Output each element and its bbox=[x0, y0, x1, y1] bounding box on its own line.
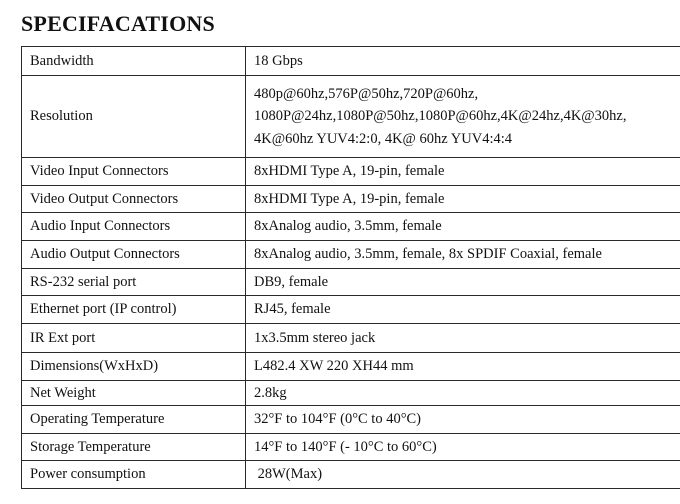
table-row bbox=[22, 269, 680, 296]
table-row bbox=[22, 324, 680, 353]
spec-label: RS-232 serial port bbox=[22, 269, 246, 296]
table-row bbox=[22, 381, 680, 406]
table-row bbox=[22, 461, 680, 489]
spec-label: Audio Input Connectors bbox=[22, 213, 246, 241]
table-row bbox=[22, 406, 680, 434]
spec-value: 18 Gbps bbox=[246, 47, 680, 76]
spec-value: DB9, female bbox=[246, 269, 680, 296]
spec-value: 8xHDMI Type A, 19-pin, female bbox=[246, 186, 680, 213]
spec-label: Storage Temperature bbox=[22, 434, 246, 461]
table-row bbox=[22, 76, 680, 158]
table-row bbox=[22, 434, 680, 461]
spec-value: L482.4 XW 220 XH44 mm bbox=[246, 353, 680, 381]
spec-label: Operating Temperature bbox=[22, 406, 246, 434]
spec-label: Video Input Connectors bbox=[22, 158, 246, 186]
spec-value: 1x3.5mm stereo jack bbox=[246, 324, 680, 353]
spec-table bbox=[21, 46, 680, 489]
table-row bbox=[22, 241, 680, 269]
table-row bbox=[22, 353, 680, 381]
table-row bbox=[22, 296, 680, 324]
spec-value: RJ45, female bbox=[246, 296, 680, 324]
table-row bbox=[22, 47, 680, 76]
spec-value: 480p@60hz,576P@50hz,720P@60hz, 1080P@24hz,1080P@50hz,1080P@60hz,4K@24hz,4K@30hz, 4K@60hz YUV4:2:0, 4K@ 60hz YUV4:4:4 bbox=[246, 76, 680, 158]
spec-value: 2.8kg bbox=[246, 381, 680, 406]
spec-label: Dimensions(WxHxD) bbox=[22, 353, 246, 381]
spec-value: 28W(Max) bbox=[246, 461, 680, 489]
spec-label: Power consumption bbox=[22, 461, 246, 489]
spec-label: Bandwidth bbox=[22, 47, 246, 76]
table-row bbox=[22, 158, 680, 186]
spec-value: 8xAnalog audio, 3.5mm, female, 8x SPDIF Coaxial, female bbox=[246, 241, 680, 269]
spec-value: 32°F to 104°F (0°C to 40°C) bbox=[246, 406, 680, 434]
spec-label: Net Weight bbox=[22, 381, 246, 406]
table-row bbox=[22, 213, 680, 241]
spec-label: Audio Output Connectors bbox=[22, 241, 246, 269]
spec-label: Ethernet port (IP control) bbox=[22, 296, 246, 324]
spec-label: Resolution bbox=[22, 76, 246, 158]
page-title: SPECIFACATIONS bbox=[21, 11, 215, 36]
spec-value: 8xHDMI Type A, 19-pin, female bbox=[246, 158, 680, 186]
spec-value: 14°F to 140°F (- 10°C to 60°C) bbox=[246, 434, 680, 461]
spec-value: 8xAnalog audio, 3.5mm, female bbox=[246, 213, 680, 241]
table-row bbox=[22, 186, 680, 213]
spec-label: IR Ext port bbox=[22, 324, 246, 353]
spec-label: Video Output Connectors bbox=[22, 186, 246, 213]
